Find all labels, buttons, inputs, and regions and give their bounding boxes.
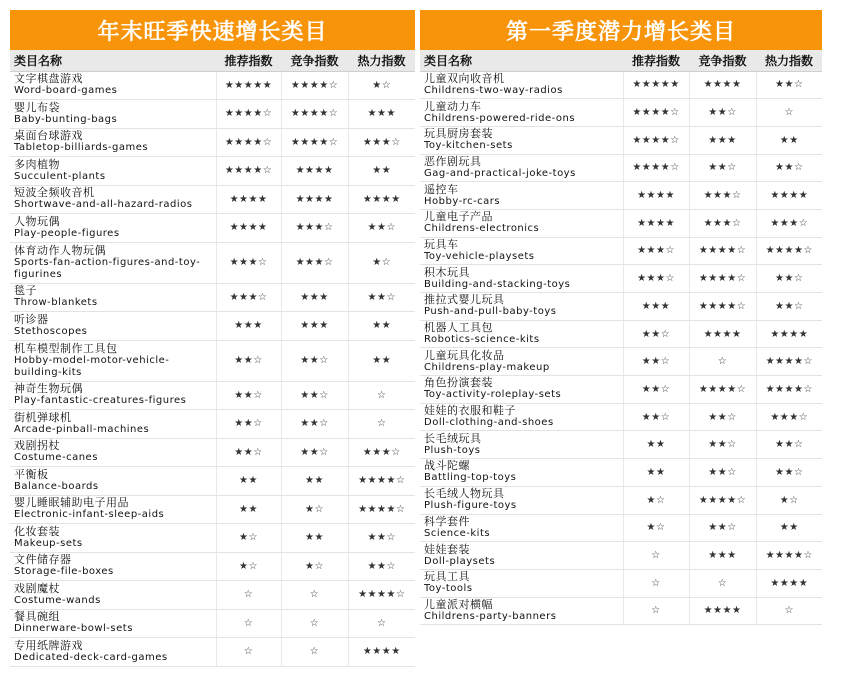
- recommend-rating: ★★★★☆: [623, 154, 689, 182]
- recommend-rating: ★★: [623, 459, 689, 487]
- category-name-en: Storage-file-boxes: [14, 566, 114, 578]
- table-row: [10, 438, 415, 467]
- recommend-rating: ★★★★☆: [623, 126, 689, 154]
- table-row: [420, 99, 822, 127]
- category-cell: [420, 597, 623, 625]
- column-header-heat: 热力指数: [756, 50, 822, 71]
- category-name-zh: 文字棋盘游戏: [14, 72, 83, 86]
- table-row: [10, 128, 415, 157]
- category-name-zh: 儿童动力车: [424, 99, 482, 113]
- recommend-rating: ★★★☆: [623, 237, 689, 265]
- category-name-zh: 体育动作人物玩偶: [14, 243, 106, 257]
- recommend-rating: ★★★: [623, 293, 689, 321]
- table-row: [420, 459, 822, 487]
- recommend-rating: ★★☆: [216, 340, 281, 381]
- category-name-zh: 桌面台球游戏: [14, 129, 83, 143]
- recommend-rating: ★★★★: [623, 209, 689, 237]
- table-row: [420, 209, 822, 237]
- heat-rating: ★★: [756, 514, 822, 542]
- heat-rating: ☆: [348, 381, 415, 410]
- competition-rating: ★★★☆: [689, 209, 756, 237]
- category-cell: [10, 242, 216, 283]
- competition-rating: ★★★: [281, 283, 348, 312]
- recommend-rating: ★★★★☆: [216, 157, 281, 186]
- category-name-en: Stethoscopes: [14, 325, 88, 337]
- category-cell: [420, 431, 623, 459]
- category-name-en: Toy-vehicle-playsets: [424, 250, 535, 262]
- table-row: [10, 340, 415, 381]
- recommend-rating: ☆: [216, 581, 281, 610]
- category-name-zh: 长毛绒人物玩具: [424, 487, 505, 501]
- category-name-zh: 平衡板: [14, 467, 49, 481]
- category-name-en: Succulent-plants: [14, 170, 106, 182]
- heat-rating: ★★★★☆: [756, 237, 822, 265]
- category-name-en: Balance-boards: [14, 480, 99, 492]
- heat-rating: ★★★☆: [756, 403, 822, 431]
- heat-rating: ★★★★☆: [348, 495, 415, 524]
- recommend-rating: ★★★★: [623, 182, 689, 210]
- column-header-heat: 热力指数: [348, 50, 415, 71]
- category-name-en: Toy-tools: [424, 583, 473, 595]
- recommend-rating: ★★☆: [216, 410, 281, 439]
- category-name-en: Word-board-games: [14, 85, 118, 97]
- category-name-zh: 戏剧拐杖: [14, 439, 60, 453]
- category-name-zh: 餐具碗组: [14, 610, 60, 624]
- competition-rating: ★★☆: [281, 340, 348, 381]
- category-cell: [420, 486, 623, 514]
- category-name-zh: 儿童派对横幅: [424, 597, 493, 611]
- recommend-rating: ★☆: [623, 514, 689, 542]
- heat-rating: ★★: [348, 340, 415, 381]
- table-row: [10, 495, 415, 524]
- recommend-rating: ★☆: [216, 552, 281, 581]
- category-name-zh: 玩具车: [424, 237, 459, 251]
- recommend-rating: ★★★★★: [216, 71, 281, 100]
- recommend-rating: ★★☆: [623, 320, 689, 348]
- category-name-en: Childrens-powered-ride-ons: [424, 112, 576, 124]
- competition-rating: ★★★★☆: [689, 237, 756, 265]
- category-name-en: Costume-canes: [14, 452, 98, 464]
- category-cell: [10, 283, 216, 312]
- competition-rating: ★★☆: [689, 403, 756, 431]
- heat-rating: ★★☆: [756, 154, 822, 182]
- competition-rating: ☆: [281, 638, 348, 667]
- category-cell: [10, 495, 216, 524]
- heat-rating: ★★☆: [348, 524, 415, 553]
- category-cell: [10, 71, 216, 100]
- category-cell: [10, 157, 216, 186]
- right-category-table: [420, 50, 822, 625]
- heat-rating: ★☆: [348, 242, 415, 283]
- competition-rating: ★★★: [281, 312, 348, 341]
- recommend-rating: ★★☆: [623, 403, 689, 431]
- competition-rating: ★★☆: [689, 459, 756, 487]
- category-name-en: Doll-clothing-and-shoes: [424, 417, 554, 429]
- recommend-rating: ★★★☆: [216, 283, 281, 312]
- heat-rating: ★★★★: [756, 569, 822, 597]
- heat-rating: ★★: [756, 126, 822, 154]
- category-name-en: Tabletop-billiards-games: [14, 142, 149, 154]
- table-row: [420, 597, 822, 625]
- competition-rating: ★★★★☆: [689, 293, 756, 321]
- column-header-recommend: 推荐指数: [216, 50, 281, 71]
- category-name-en: Dinnerware-bowl-sets: [14, 623, 133, 635]
- competition-rating: ★★☆: [281, 438, 348, 467]
- category-name-en: Childrens-party-banners: [424, 610, 557, 622]
- category-cell: [10, 381, 216, 410]
- table-row: [420, 403, 822, 431]
- heat-rating: ★★★★: [756, 320, 822, 348]
- category-cell: [10, 312, 216, 341]
- heat-rating: ★☆: [756, 486, 822, 514]
- category-name-en: Doll-playsets: [424, 555, 496, 567]
- category-name-en: Plush-figure-toys: [424, 500, 517, 512]
- competition-rating: ★★★★: [281, 157, 348, 186]
- column-header-category: 类目名称: [10, 50, 216, 71]
- recommend-rating: ☆: [623, 597, 689, 625]
- category-name-zh: 听诊器: [14, 312, 49, 326]
- heat-rating: ★★: [348, 312, 415, 341]
- category-cell: [10, 467, 216, 496]
- category-cell: [420, 542, 623, 570]
- recommend-rating: ★★★★: [216, 185, 281, 214]
- competition-rating: ★☆: [281, 552, 348, 581]
- heat-rating: ★★★★☆: [756, 376, 822, 404]
- competition-rating: ★★☆: [281, 410, 348, 439]
- table-row: [10, 157, 415, 186]
- competition-rating: ★★★★☆: [281, 100, 348, 129]
- category-name-en: Shortwave-and-all-hazard-radios: [14, 199, 193, 211]
- category-cell: [10, 340, 216, 381]
- recommend-rating: ★★★☆: [623, 265, 689, 293]
- category-name-zh: 战斗陀螺: [424, 459, 470, 473]
- category-name-en: Science-kits: [424, 527, 491, 539]
- category-name-zh: 街机弹球机: [14, 410, 72, 424]
- heat-rating: ★★☆: [756, 293, 822, 321]
- table-row: [10, 638, 415, 667]
- category-name-en: Arcade-pinball-machines: [14, 423, 150, 435]
- category-name-en: Baby-bunting-bags: [14, 113, 118, 125]
- category-name-zh: 恶作剧玩具: [424, 154, 482, 168]
- category-cell: [420, 182, 623, 210]
- table-row: [420, 431, 822, 459]
- category-name-zh: 婴儿布袋: [14, 100, 60, 114]
- category-cell: [10, 438, 216, 467]
- category-name-zh: 多肉植物: [14, 157, 60, 171]
- category-name-en: Electronic-infant-sleep-aids: [14, 509, 165, 521]
- table-row: [10, 524, 415, 553]
- heat-rating: ★★☆: [756, 71, 822, 99]
- category-name-en: Building-and-stacking-toys: [424, 278, 571, 290]
- competition-rating: ★★★★: [689, 597, 756, 625]
- column-header-competition: 竞争指数: [689, 50, 756, 71]
- table-row: [420, 265, 822, 293]
- heat-rating: ★★☆: [348, 214, 415, 243]
- category-name-en: Battling-top-toys: [424, 472, 517, 484]
- table-header-row: [420, 50, 822, 71]
- category-cell: [420, 514, 623, 542]
- heat-rating: ★★★☆: [348, 438, 415, 467]
- category-name-zh: 婴儿睡眠辅助电子用品: [14, 496, 129, 510]
- competition-rating: ★★☆: [281, 381, 348, 410]
- competition-rating: ★★★★☆: [281, 71, 348, 100]
- category-name-zh: 科学套件: [424, 514, 470, 528]
- heat-rating: ★★☆: [756, 431, 822, 459]
- competition-rating: ★★☆: [689, 99, 756, 127]
- left-category-table: [10, 50, 415, 667]
- heat-rating: ☆: [348, 410, 415, 439]
- heat-rating: ★★★★☆: [348, 467, 415, 496]
- category-name-zh: 毯子: [14, 284, 37, 298]
- competition-rating: ★★☆: [689, 431, 756, 459]
- table-row: [420, 542, 822, 570]
- category-name-en: Robotics-science-kits: [424, 334, 540, 346]
- category-name-zh: 机车模型制作工具包: [14, 341, 118, 355]
- table-row: [10, 214, 415, 243]
- recommend-rating: ☆: [216, 638, 281, 667]
- recommend-rating: ★★★★☆: [216, 128, 281, 157]
- table-row: [420, 126, 822, 154]
- competition-rating: ★★★★: [689, 320, 756, 348]
- category-name-en: Costume-wands: [14, 594, 101, 606]
- competition-rating: ☆: [281, 609, 348, 638]
- recommend-rating: ★★☆: [623, 376, 689, 404]
- heat-rating: ★★★★☆: [756, 542, 822, 570]
- category-cell: [10, 100, 216, 129]
- recommend-rating: ★★: [216, 495, 281, 524]
- recommend-rating: ★★★☆: [216, 242, 281, 283]
- competition-rating: ★★★☆: [689, 182, 756, 210]
- heat-rating: ☆: [756, 99, 822, 127]
- heat-rating: ★★☆: [756, 459, 822, 487]
- competition-rating: ★★★☆: [281, 242, 348, 283]
- table-row: [420, 71, 822, 99]
- left-panel: [10, 10, 415, 667]
- recommend-rating: ★★★: [216, 312, 281, 341]
- category-name-zh: 遥控车: [424, 182, 459, 196]
- category-name-zh: 长毛绒玩具: [424, 431, 482, 445]
- recommend-rating: ★★: [623, 431, 689, 459]
- table-row: [420, 320, 822, 348]
- table-header-row: [10, 50, 415, 71]
- heat-rating: ★★★★☆: [756, 348, 822, 376]
- left-panel-title: 年末旺季快速增长类目: [10, 10, 415, 50]
- table-row: [10, 410, 415, 439]
- category-cell: [420, 293, 623, 321]
- category-name-zh: 短波全频收音机: [14, 186, 95, 200]
- category-cell: [10, 410, 216, 439]
- table-row: [10, 581, 415, 610]
- recommend-rating: ★★★★: [216, 214, 281, 243]
- table-row: [10, 312, 415, 341]
- recommend-rating: ★★★★☆: [623, 99, 689, 127]
- category-name-en: Childrens-electronics: [424, 223, 540, 235]
- competition-rating: ★★★★☆: [689, 376, 756, 404]
- category-name-en: Childrens-two-way-radios: [424, 84, 563, 96]
- category-name-zh: 专用纸牌游戏: [14, 638, 83, 652]
- category-cell: [10, 214, 216, 243]
- heat-rating: ★★★★☆: [348, 581, 415, 610]
- table-row: [10, 185, 415, 214]
- competition-rating: ★★: [281, 524, 348, 553]
- competition-rating: ☆: [689, 348, 756, 376]
- recommend-rating: ★★★★☆: [216, 100, 281, 129]
- category-name-zh: 儿童电子产品: [424, 210, 493, 224]
- column-header-recommend: 推荐指数: [623, 50, 689, 71]
- category-name-en: Toy-activity-roleplay-sets: [424, 389, 562, 401]
- category-name-zh: 人物玩偶: [14, 214, 60, 228]
- category-cell: [420, 320, 623, 348]
- competition-rating: ★★★☆: [281, 214, 348, 243]
- competition-rating: ★★★★☆: [689, 265, 756, 293]
- competition-rating: ☆: [281, 581, 348, 610]
- category-name-en: Hobby-model-motor-vehicle-building-kits: [14, 354, 170, 378]
- category-name-en: Makeup-sets: [14, 537, 83, 549]
- category-name-en: Toy-kitchen-sets: [424, 140, 513, 152]
- table-row: [420, 237, 822, 265]
- category-name-en: Push-and-pull-baby-toys: [424, 306, 557, 318]
- category-name-zh: 角色扮演套装: [424, 376, 493, 390]
- table-row: [420, 486, 822, 514]
- table-row: [10, 71, 415, 100]
- category-name-en: Throw-blankets: [14, 297, 98, 309]
- category-name-zh: 娃娃的衣服和鞋子: [424, 404, 516, 418]
- recommend-rating: ★★☆: [216, 438, 281, 467]
- category-name-zh: 机器人工具包: [424, 321, 493, 335]
- heat-rating: ★★★: [348, 100, 415, 129]
- heat-rating: ★★★★: [348, 638, 415, 667]
- category-name-zh: 儿童玩具化妆品: [424, 348, 505, 362]
- table-row: [10, 609, 415, 638]
- heat-rating: ★★: [348, 157, 415, 186]
- table-row: [420, 569, 822, 597]
- category-name-en: Dedicated-deck-card-games: [14, 651, 168, 663]
- category-cell: [10, 638, 216, 667]
- category-cell: [420, 403, 623, 431]
- category-cell: [10, 581, 216, 610]
- competition-rating: ★★: [281, 467, 348, 496]
- table-row: [10, 467, 415, 496]
- category-name-en: Hobby-rc-cars: [424, 195, 501, 207]
- table-row: [420, 154, 822, 182]
- table-row: [10, 381, 415, 410]
- category-cell: [420, 71, 623, 99]
- category-name-en: Play-people-figures: [14, 227, 120, 239]
- category-name-zh: 神奇生物玩偶: [14, 382, 83, 396]
- recommend-rating: ☆: [216, 609, 281, 638]
- table-row: [10, 100, 415, 129]
- category-name-en: Plush-toys: [424, 444, 481, 456]
- competition-rating: ★☆: [281, 495, 348, 524]
- heat-rating: ★★☆: [348, 283, 415, 312]
- column-header-category: 类目名称: [420, 50, 623, 71]
- category-name-zh: 积木玩具: [424, 265, 470, 279]
- right-panel: [420, 10, 822, 625]
- category-cell: [420, 459, 623, 487]
- category-cell: [10, 128, 216, 157]
- competition-rating: ★★★★: [281, 185, 348, 214]
- competition-rating: ★★☆: [689, 154, 756, 182]
- heat-rating: ★☆: [348, 71, 415, 100]
- recommend-rating: ★★☆: [623, 348, 689, 376]
- category-cell: [420, 265, 623, 293]
- category-name-en: Childrens-play-makeup: [424, 361, 550, 373]
- category-cell: [10, 552, 216, 581]
- category-name-en: Play-fantastic-creatures-figures: [14, 395, 187, 407]
- category-cell: [10, 609, 216, 638]
- column-header-competition: 竞争指数: [281, 50, 348, 71]
- recommend-rating: ★★★★★: [623, 71, 689, 99]
- category-name-zh: 化妆套装: [14, 524, 60, 538]
- recommend-rating: ☆: [623, 569, 689, 597]
- recommend-rating: ☆: [623, 542, 689, 570]
- competition-rating: ★★☆: [689, 514, 756, 542]
- category-name-zh: 玩具厨房套装: [424, 127, 493, 141]
- category-name-en: Sports-fan-action-figures-and-toy-figurines: [14, 256, 201, 280]
- competition-rating: ☆: [689, 569, 756, 597]
- heat-rating: ★★★★: [348, 185, 415, 214]
- category-cell: [420, 154, 623, 182]
- table-row: [420, 293, 822, 321]
- table-row: [420, 182, 822, 210]
- heat-rating: ☆: [756, 597, 822, 625]
- category-cell: [420, 348, 623, 376]
- category-cell: [420, 237, 623, 265]
- category-name-en: Gag-and-practical-joke-toys: [424, 167, 576, 179]
- heat-rating: ☆: [348, 609, 415, 638]
- heat-rating: ★★☆: [348, 552, 415, 581]
- competition-rating: ★★★: [689, 126, 756, 154]
- recommend-rating: ★★☆: [216, 381, 281, 410]
- heat-rating: ★★☆: [756, 265, 822, 293]
- recommend-rating: ★☆: [623, 486, 689, 514]
- category-name-zh: 娃娃套装: [424, 542, 470, 556]
- category-name-zh: 玩具工具: [424, 570, 470, 584]
- category-name-zh: 儿童双向收音机: [424, 71, 505, 85]
- category-cell: [420, 376, 623, 404]
- competition-rating: ★★★★☆: [689, 486, 756, 514]
- table-row: [420, 348, 822, 376]
- competition-rating: ★★★★☆: [281, 128, 348, 157]
- table-row: [420, 514, 822, 542]
- category-cell: [420, 99, 623, 127]
- table-row: [10, 242, 415, 283]
- table-row: [10, 552, 415, 581]
- category-name-zh: 戏剧魔杖: [14, 581, 60, 595]
- right-panel-title: 第一季度潜力增长类目: [420, 10, 822, 50]
- category-cell: [10, 185, 216, 214]
- table-row: [10, 283, 415, 312]
- heat-rating: ★★★☆: [756, 209, 822, 237]
- recommend-rating: ★★: [216, 467, 281, 496]
- category-cell: [10, 524, 216, 553]
- recommend-rating: ★☆: [216, 524, 281, 553]
- category-cell: [420, 569, 623, 597]
- competition-rating: ★★★: [689, 542, 756, 570]
- heat-rating: ★★★☆: [348, 128, 415, 157]
- category-cell: [420, 209, 623, 237]
- heat-rating: ★★★★: [756, 182, 822, 210]
- category-name-zh: 文件储存器: [14, 553, 72, 567]
- competition-rating: ★★★★: [689, 71, 756, 99]
- category-cell: [420, 126, 623, 154]
- category-name-zh: 推拉式婴儿玩具: [424, 293, 505, 307]
- table-row: [420, 376, 822, 404]
